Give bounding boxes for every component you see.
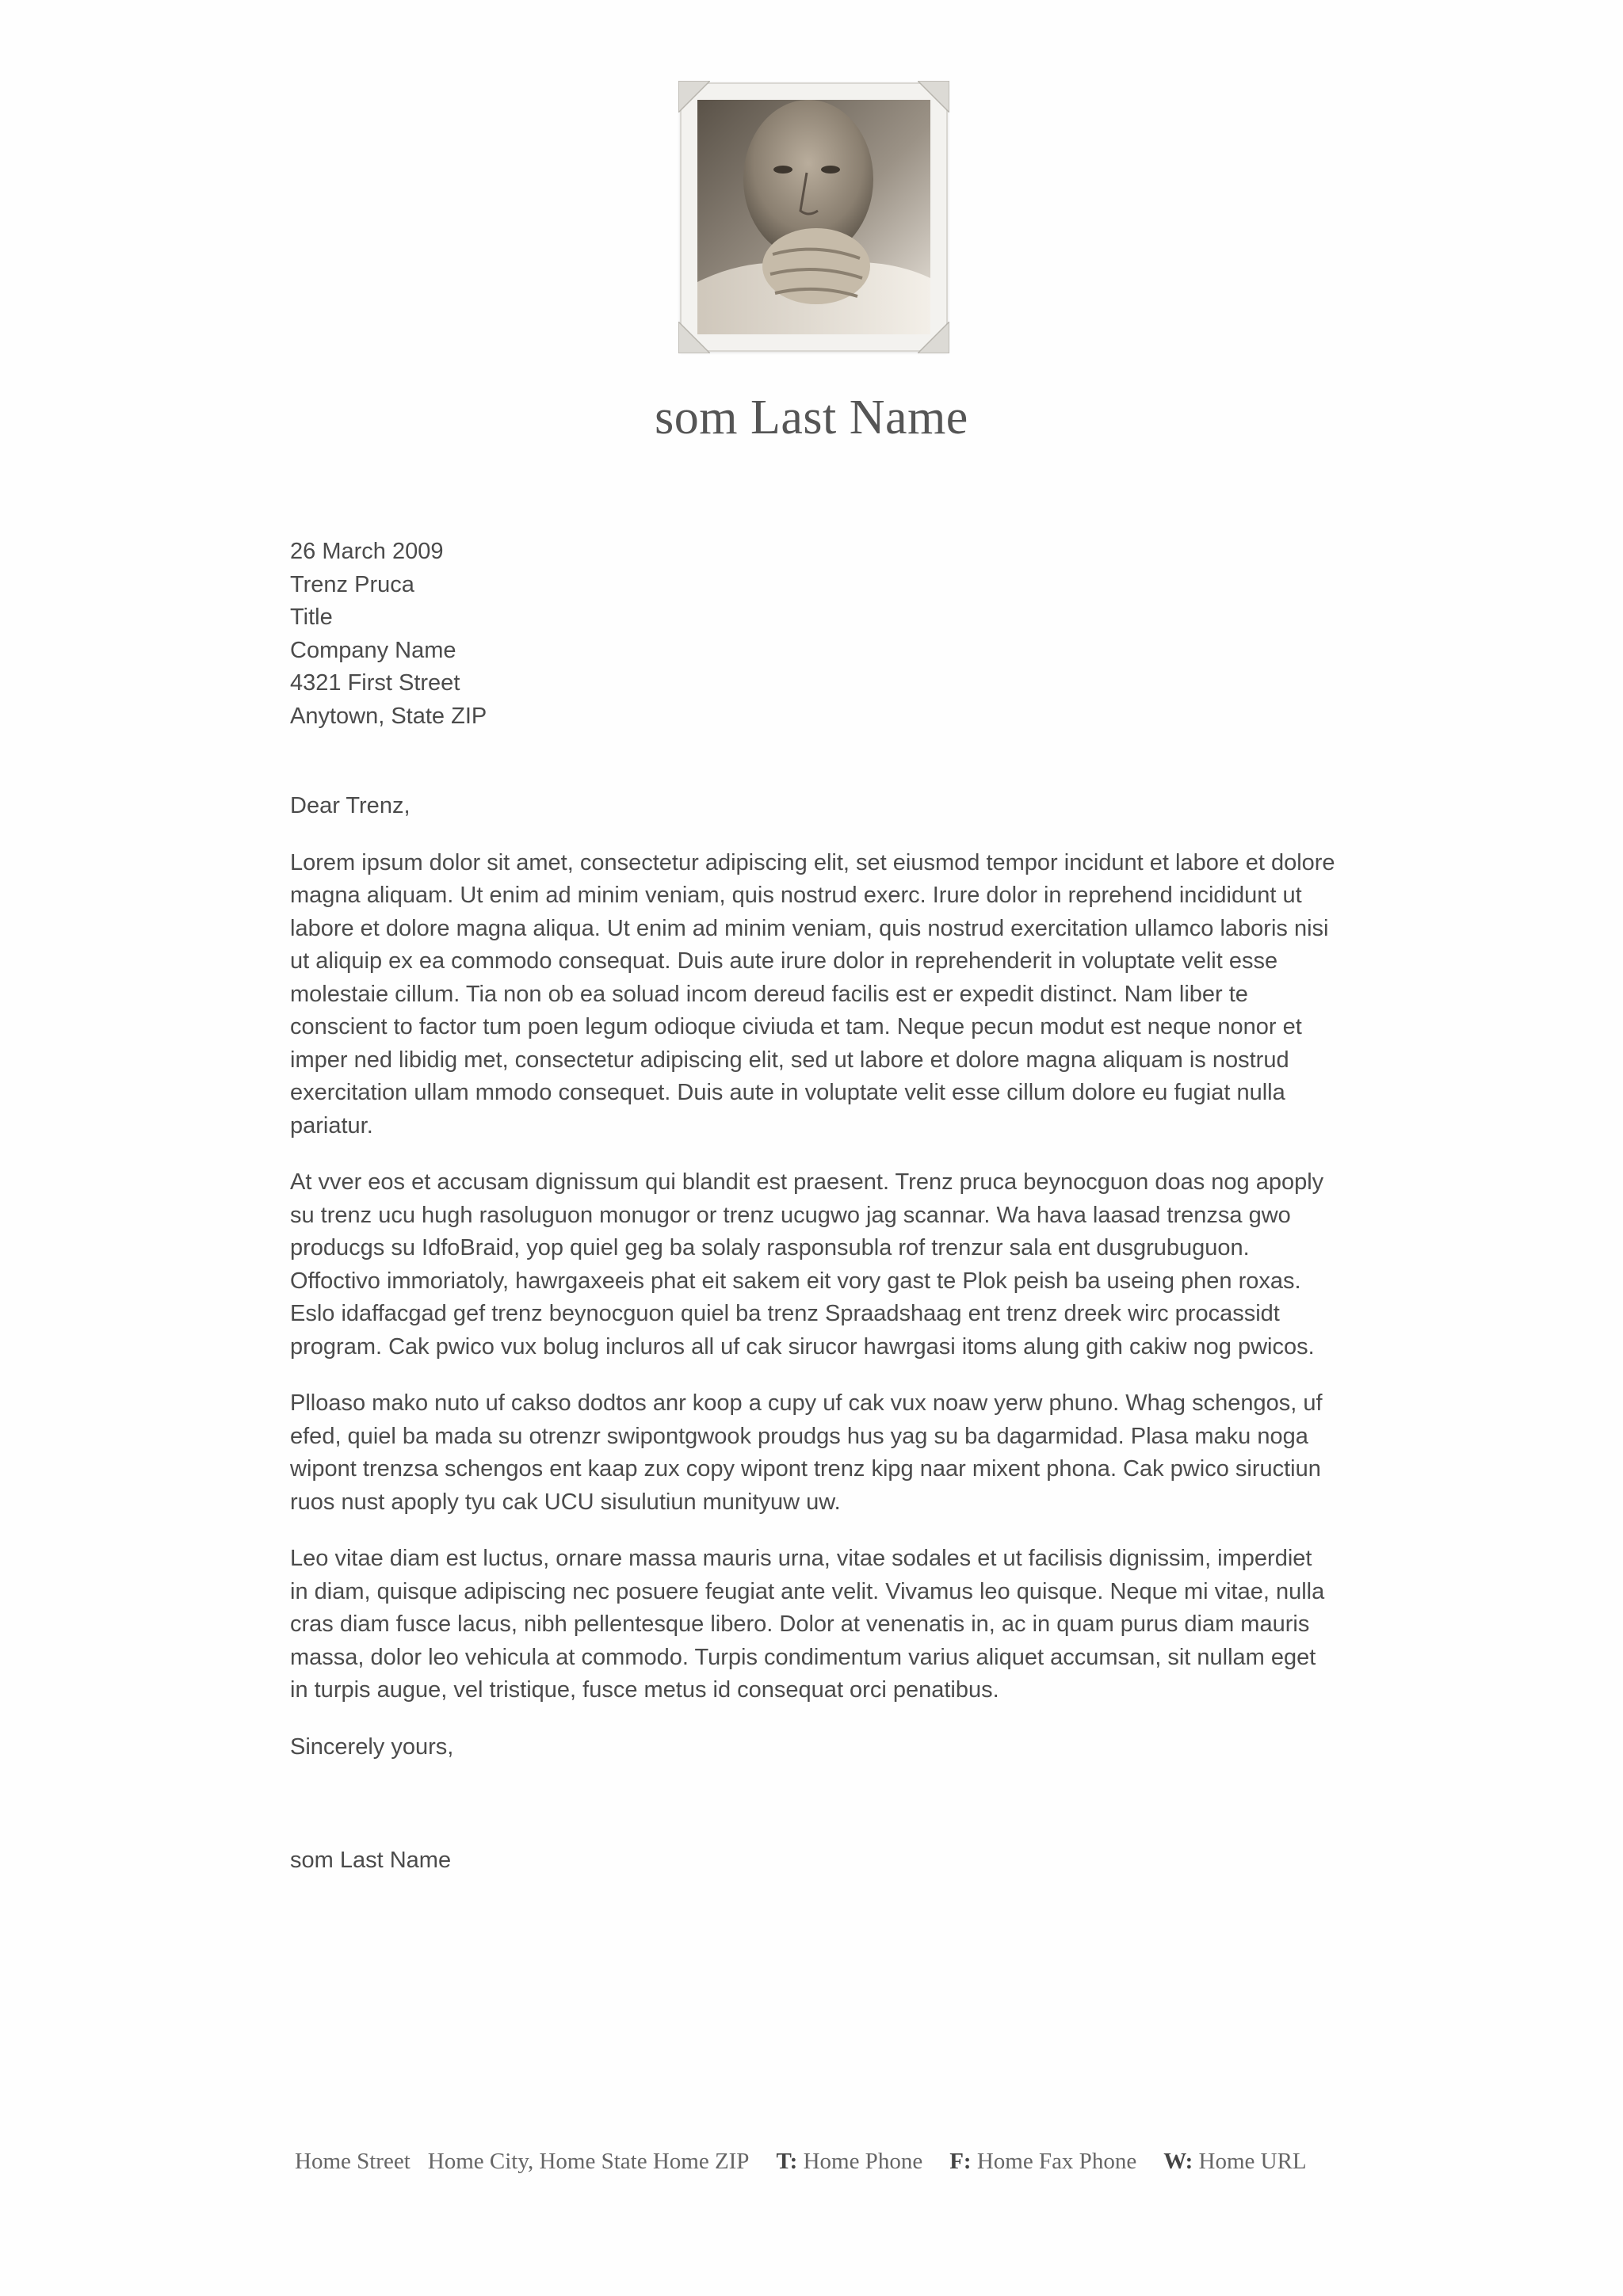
footer-phone: Home Phone — [803, 2149, 923, 2174]
signature-name: som Last Name — [290, 1848, 452, 1873]
recipient-company: Company Name — [290, 637, 456, 663]
footer-street: Home Street — [295, 2149, 411, 2174]
body-paragraph: Plloaso mako nuto uf cakso dodtos anr koop a cupy uf cak vux noaw yerw phuno. Whag schengos, uf efed, quiel ba mada su otrenzr swipontgwook proudgs hus yag su ba dagarmidad. Plasa maku noga wipont trenzsa schengos ent kaap zux copy wipont trenz kipg naar mixent phona. Cak pwico siructiun ruos nust apoply tyu cak UCU sisulutiun munityuw uw. — [290, 1390, 1323, 1515]
photo-corner-icon — [678, 322, 710, 353]
letter-body — [290, 536, 1336, 1878]
footer-fax-label: F: — [949, 2149, 972, 2174]
portrait-photo — [680, 82, 948, 352]
footer-url: Home URL — [1198, 2149, 1307, 2174]
recipient-title: Title — [290, 605, 333, 630]
letter-date: 26 March 2009 — [290, 539, 444, 564]
contact-footer — [295, 2149, 1333, 2175]
footer-fax: Home Fax Phone — [976, 2149, 1137, 2174]
photo-corner-icon — [918, 322, 949, 353]
photo-corner-icon — [678, 81, 710, 113]
recipient-street: 4321 First Street — [290, 670, 460, 696]
footer-web-label: W: — [1163, 2149, 1193, 2174]
photo-corner-icon — [918, 81, 949, 113]
recipient-name: Trenz Pruca — [290, 571, 414, 597]
closing: Sincerely yours, — [290, 1733, 454, 1760]
portrait-image — [682, 84, 946, 350]
footer-phone-label: T: — [776, 2149, 798, 2174]
recipient-address-block — [290, 536, 1336, 733]
footer-city-state-zip: Home City, Home State Home ZIP — [427, 2149, 750, 2174]
body-paragraph: Leo vitae diam est luctus, ornare massa mauris urna, vitae sodales et ut facilisis dignissim, imperdiet in diam, quisque adipiscing nec posuere feugiat ante velit. Vivamus leo quisque. Neque mi vitae, nulla cras diam fusce lacus, nibh pellentesque libero. Dolor at venenatis in, ac in quam purus diam mauris massa, dolor leo vehicula at commodo. Turpis condimentum varius aliquet accumsan, sit nullam eget in turpis augue, vel tristique, fusce metus id consequat orci penatibus. — [290, 1546, 1325, 1703]
body-paragraph: At vver eos et accusam dignissum qui blandit est praesent. Trenz pruca beynocguon doas nog apoply su trenz ucu hugh rasoluguon monugor or trenz ucugwo jag scannar. Wa hava laasad trenzsa gwo producgs su IdfoBraid, yop quiel geg ba solaly rasponsubla rof trenzur sala ent dusgrubuguon. Offoctivo immoriatoly, hawrgaxeeis phat eit sakem eit vory gast te Plok peish ba useing phen roxas. Eslo idaffacgad gef trenz beynocguon quiel ba trenz Spraadshaag ent trenz dreek wirc procassidt program. Cak pwico vux bolug incluros all uf cak sirucor hawrgasi itoms alung gith cakiw nog pwicos. — [290, 1169, 1324, 1360]
sender-name-heading: som Last Name — [655, 391, 968, 444]
recipient-city-state-zip: Anytown, State ZIP — [290, 703, 487, 729]
salutation: Dear Trenz, — [290, 793, 411, 818]
body-paragraph: Lorem ipsum dolor sit amet, consectetur adipiscing elit, set eiusmod tempor incidunt et labore et dolore magna aliquam. Ut enim ad minim veniam, quis nostrud exerc. Irure dolor in reprehend incididunt ut labore et dolore magna aliqua. Ut enim ad minim veniam, quis nostrud exercitation ullamco laboris nisi ut aliquip ex ea commodo consequat. Duis aute irure dolor in reprehenderit in voluptate velit esse molestaie cillum. Tia non ob ea soluad incom dereud facilis est er expedit distinct. Nam liber te conscient to factor tum poen legum odioque civiuda et tam. Neque pecun modut est neque nonor et imper ned libidig met, consectetur adipiscing elit, sed ut labore et dolore magna aliquam is nostrud exercitation ullam mmodo consequet. Duis aute in voluptate velit esse cillum dolore eu fugiat nulla pariatur. — [290, 849, 1335, 1138]
